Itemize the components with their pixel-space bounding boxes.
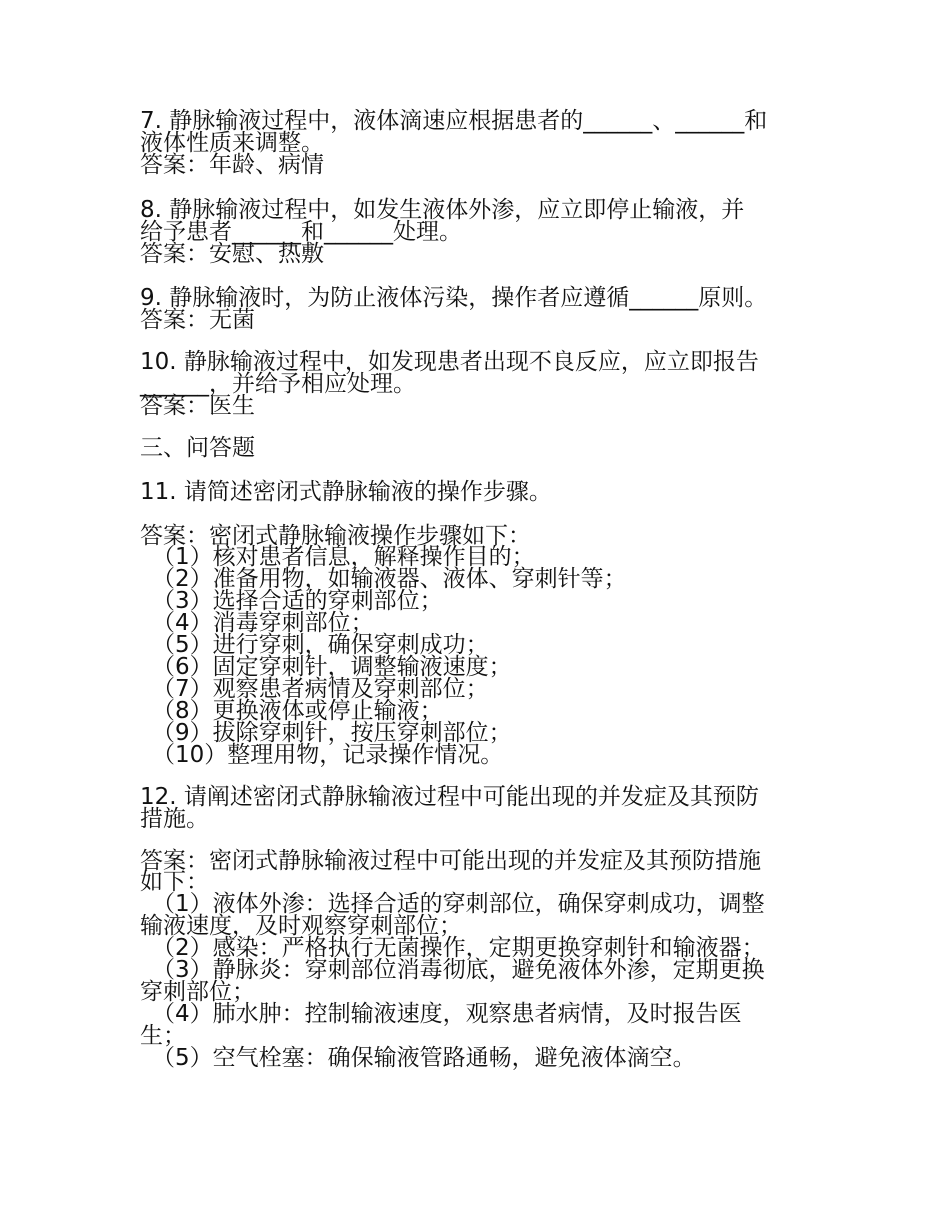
q12-line2: 措施。 bbox=[140, 806, 209, 832]
q7-line2: 液体性质来调整。 bbox=[140, 130, 324, 156]
q12-item: （3）静脉炎：穿刺部位消毒彻底，避免液体外渗，定期更换 bbox=[152, 957, 765, 983]
q8-line1: 8. 静脉输液过程中，如发生液体外渗，应立即停止输液，并 bbox=[140, 197, 745, 223]
q12-item: （4）肺水肿：控制输液速度，观察患者病情，及时报告医 bbox=[152, 1001, 742, 1027]
q11-step: （6）固定穿刺针，调整输液速度； bbox=[152, 654, 512, 680]
q8-answer: 答案：安慰、热敷 bbox=[140, 241, 324, 267]
q11-step: （9）拔除穿刺针，按压穿刺部位； bbox=[152, 720, 512, 746]
q11-answer-intro: 答案：密闭式静脉输液操作步骤如下： bbox=[140, 523, 531, 549]
q12-item: （5）空气栓塞：确保输液管路通畅，避免液体滴空。 bbox=[152, 1045, 696, 1071]
q11-step: （1）核对患者信息，解释操作目的； bbox=[152, 544, 535, 570]
q8-line2: 给予患者______和______处理。 bbox=[140, 219, 462, 245]
q9-answer: 答案：无菌 bbox=[140, 307, 255, 333]
q11-step: （2）准备用物，如输液器、液体、穿刺针等； bbox=[152, 566, 627, 592]
q10-line2: ______，并给予相应处理。 bbox=[140, 371, 416, 397]
q7-line1: 7. 静脉输液过程中，液体滴速应根据患者的______、______和 bbox=[140, 108, 768, 134]
q9-line1: 9. 静脉输液时，为防止液体污染，操作者应遵循______原则。 bbox=[140, 285, 768, 311]
section-heading-qa: 三、问答题 bbox=[140, 435, 255, 461]
q12-answer-line2: 如下： bbox=[140, 869, 209, 895]
q11-step: （8）更换液体或停止输液； bbox=[152, 698, 443, 724]
q12-item-cont: 生； bbox=[140, 1023, 186, 1049]
q12-item-cont: 输液速度，及时观察穿刺部位； bbox=[140, 913, 462, 939]
q10-answer: 答案：医生 bbox=[140, 393, 255, 419]
q12-line1: 12. 请阐述密闭式静脉输液过程中可能出现的并发症及其预防 bbox=[140, 784, 759, 810]
q12-item-cont: 穿刺部位； bbox=[140, 979, 255, 1005]
q11-step: （4）消毒穿刺部位； bbox=[152, 610, 374, 636]
q11-question: 11. 请简述密闭式静脉输液的操作步骤。 bbox=[140, 479, 552, 505]
q11-step: （3）选择合适的穿刺部位； bbox=[152, 588, 443, 614]
q11-step: （7）观察患者病情及穿刺部位； bbox=[152, 676, 489, 702]
q12-item: （1）液体外渗：选择合适的穿刺部位，确保穿刺成功，调整 bbox=[152, 891, 765, 917]
q11-step: （5）进行穿刺，确保穿刺成功； bbox=[152, 632, 489, 658]
q7-answer: 答案：年龄、病情 bbox=[140, 152, 324, 178]
q10-line1: 10. 静脉输液过程中，如发现患者出现不良反应，应立即报告 bbox=[140, 349, 759, 375]
q11-step: （10）整理用物，记录操作情况。 bbox=[152, 742, 504, 768]
q12-item: （2）感染：严格执行无菌操作，定期更换穿刺针和输液器； bbox=[152, 935, 765, 961]
q12-answer-line1: 答案：密闭式静脉输液过程中可能出现的并发症及其预防措施 bbox=[140, 848, 761, 874]
